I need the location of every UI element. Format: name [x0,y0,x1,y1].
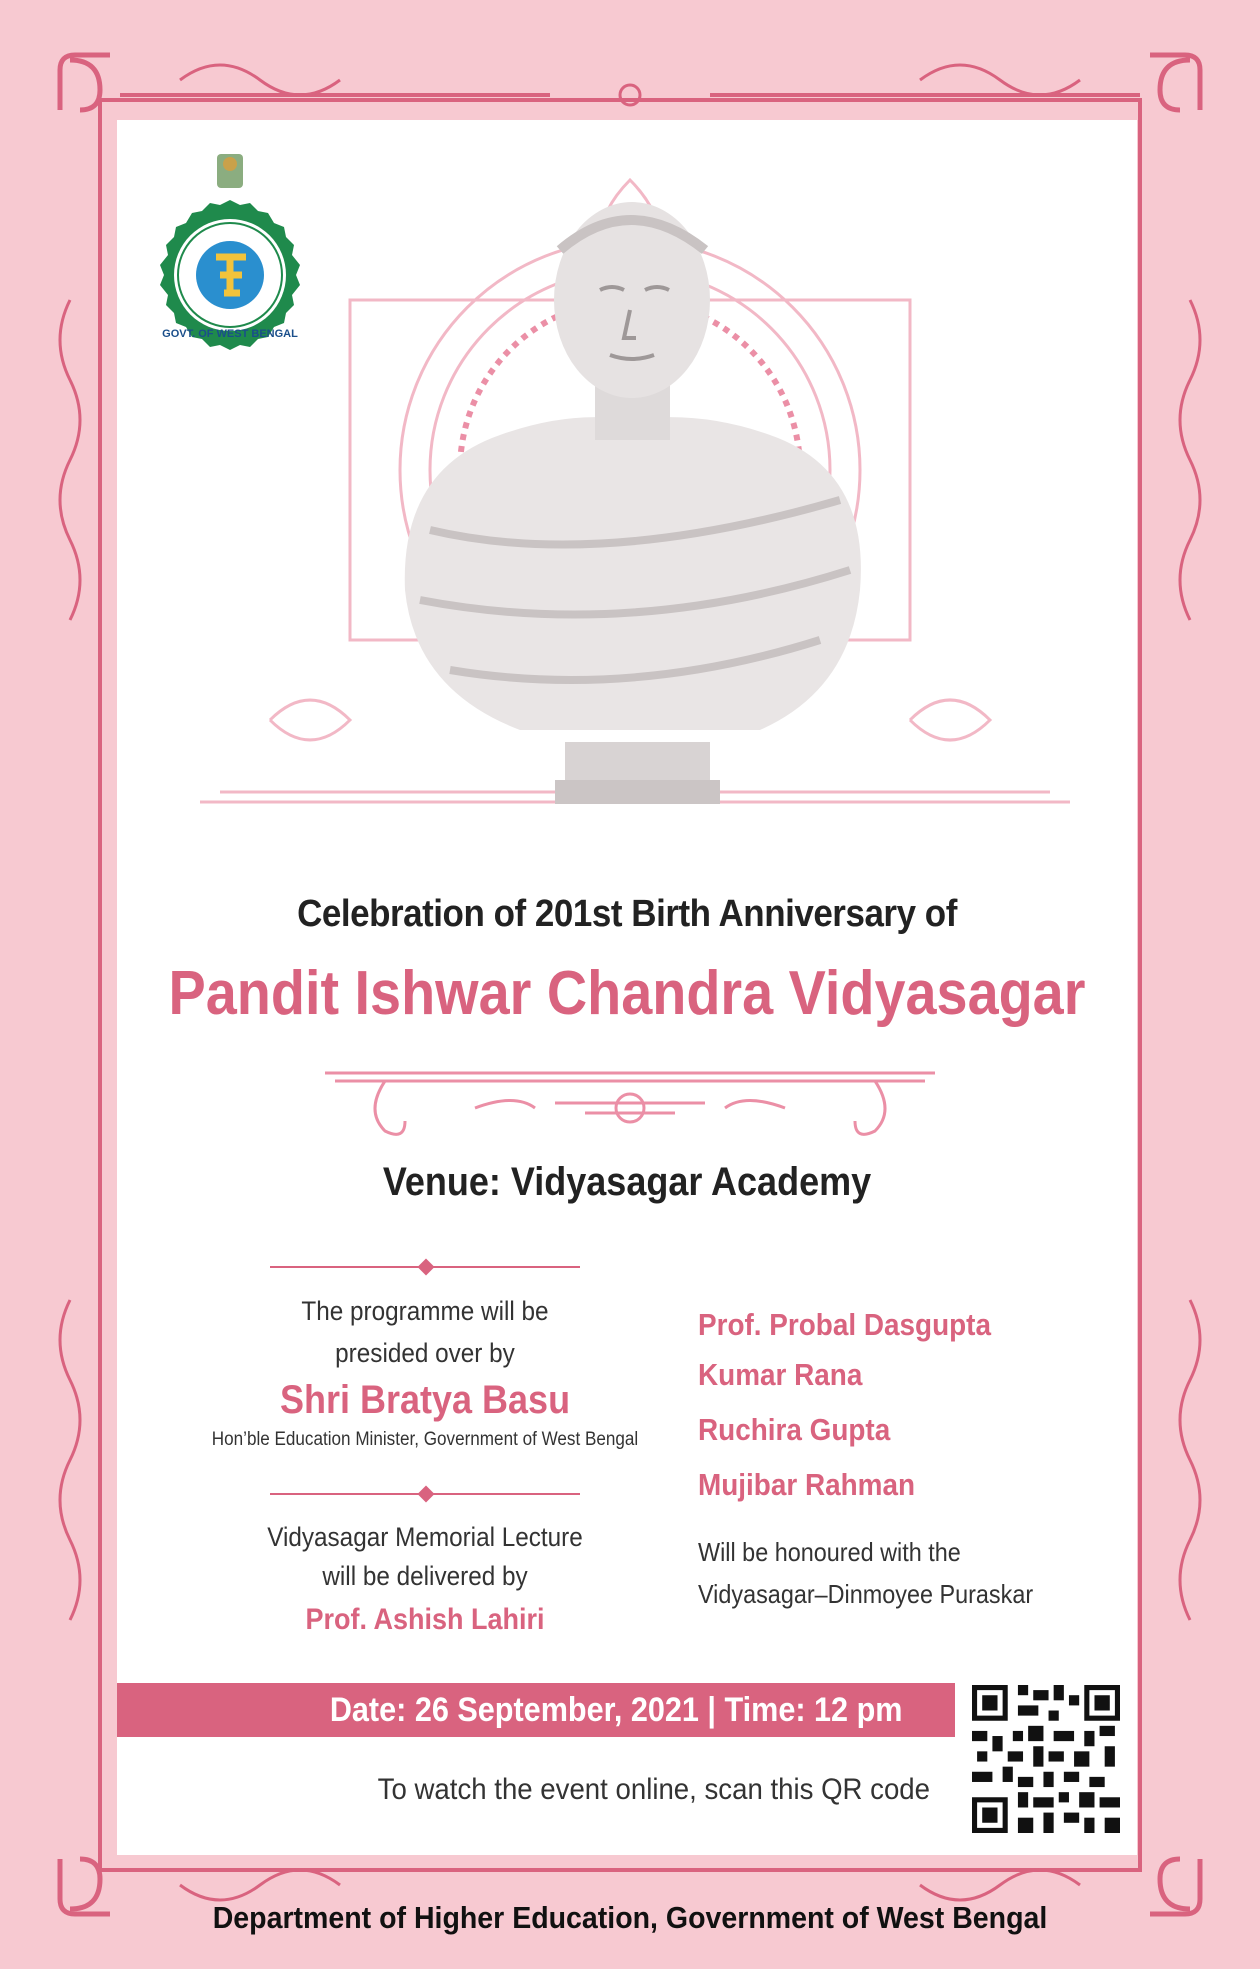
awardee-name: Ruchira Gupta [698,1412,891,1447]
qr-code-icon[interactable] [972,1685,1120,1833]
scan-instruction: To watch the event online, scan this QR code [377,1773,930,1806]
award-line2: Vidyasagar–Dinmoyee Puraskar [698,1579,1034,1609]
venue-text: Venue: Vidyasagar Academy [382,1160,872,1204]
ornamental-divider [325,1063,935,1143]
awardee-name: Prof. Probal Dasgupta [698,1307,991,1342]
title-line1: Celebration of 201st Birth Anniversary of [297,893,957,935]
footer-department: Department of Higher Education, Government of West Bengal [212,1900,1048,1935]
lecture-intro-line2: will be delivered by [322,1561,528,1591]
presided-intro-line2: presided over by [335,1338,515,1368]
lecture-intro-line1: Vidyasagar Memorial Lecture [267,1522,583,1552]
presided-intro-line1: The programme will be [301,1296,549,1326]
presiding-designation: Hon’ble Education Minister, Government of West Bengal [211,1429,639,1450]
date-time-text: Date: 26 September, 2021 | Time: 12 pm [329,1690,903,1729]
awardee-name: Kumar Rana [698,1357,863,1392]
date-time-banner [117,1683,955,1737]
award-line1: Will be honoured with the [698,1537,961,1567]
vidyasagar-bust-statue [200,170,1080,840]
lecturer-name: Prof. Ashish Lahiri [305,1603,545,1636]
awardee-name: Mujibar Rahman [698,1467,916,1502]
presiding-name: Shri Bratya Basu [279,1378,571,1422]
title-line2: Pandit Ishwar Chandra Vidyasagar [168,959,1086,1028]
seal-text: GOVT. OF WEST BENGAL [162,328,298,340]
